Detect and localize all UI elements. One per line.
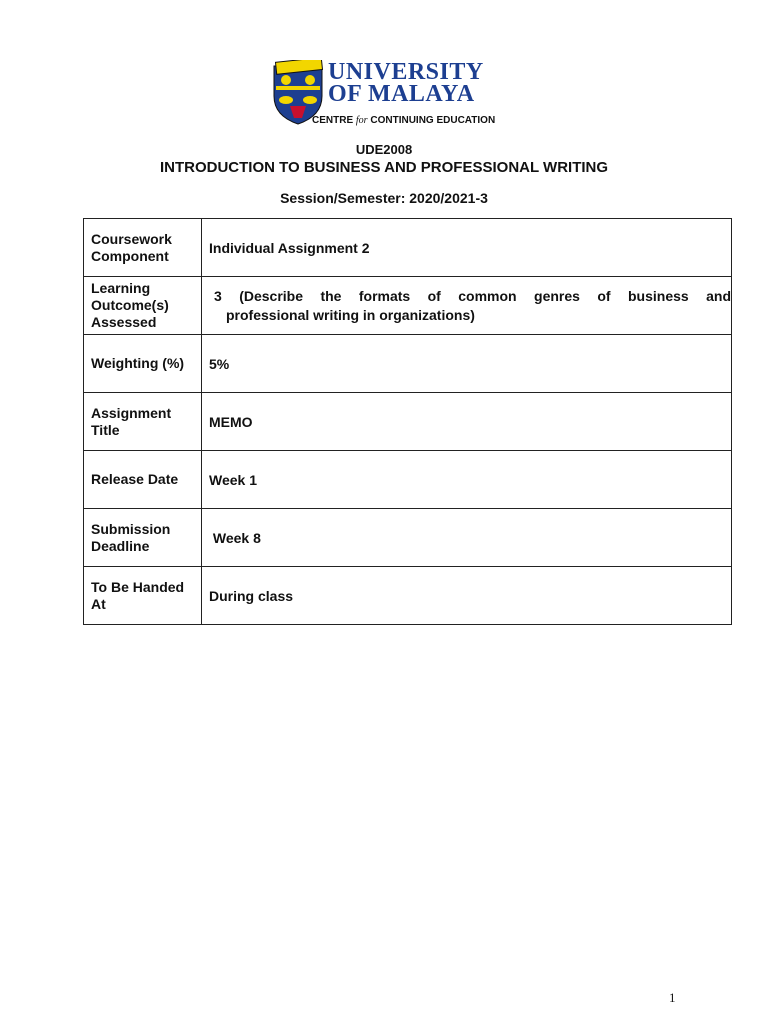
row-label: Weighting (%) bbox=[84, 335, 202, 393]
logo-line-1: UNIVERSITY bbox=[328, 59, 484, 85]
logo-subtitle-a: CENTRE bbox=[312, 115, 354, 126]
row-value: During class bbox=[202, 567, 732, 625]
table-row bbox=[84, 335, 732, 393]
row-value: Week 8 bbox=[202, 509, 732, 567]
row-value: Week 1 bbox=[202, 451, 732, 509]
row-label: Assignment Title bbox=[84, 393, 202, 451]
row-label: Release Date bbox=[84, 451, 202, 509]
session-semester: Session/Semester: 2020/2021-3 bbox=[280, 190, 488, 206]
table-row bbox=[84, 219, 732, 277]
course-code: UDE2008 bbox=[355, 142, 413, 157]
university-logo bbox=[272, 59, 496, 130]
assignment-info-table bbox=[83, 218, 732, 625]
row-value: 5% bbox=[202, 335, 732, 393]
table-row bbox=[84, 393, 732, 451]
row-label: To Be Handed At bbox=[84, 567, 202, 625]
logo-subtitle bbox=[312, 115, 495, 126]
row-value: Individual Assignment 2 bbox=[202, 219, 732, 277]
learning-outcome-line-2: professional writing in organizations) bbox=[226, 306, 475, 323]
course-title: INTRODUCTION TO BUSINESS AND PROFESSIONAL WRITING bbox=[159, 159, 609, 176]
table-row bbox=[84, 509, 732, 567]
table-row bbox=[84, 567, 732, 625]
row-label: Coursework Component bbox=[84, 219, 202, 277]
row-value: MEMO bbox=[202, 393, 732, 451]
table-row bbox=[84, 277, 732, 335]
learning-outcome-line-1: 3 (Describe the formats of common genres of business and bbox=[214, 287, 731, 304]
table-row bbox=[84, 451, 732, 509]
logo-subtitle-for: for bbox=[355, 115, 368, 126]
row-value bbox=[202, 277, 732, 335]
row-label: Learning Outcome(s) Assessed bbox=[84, 277, 202, 335]
row-label: Submission Deadline bbox=[84, 509, 202, 567]
logo-line-2: OF MALAYA bbox=[328, 81, 475, 107]
logo-subtitle-b: CONTINUING EDUCATION bbox=[370, 115, 496, 126]
page-number: 1 bbox=[669, 990, 676, 1005]
